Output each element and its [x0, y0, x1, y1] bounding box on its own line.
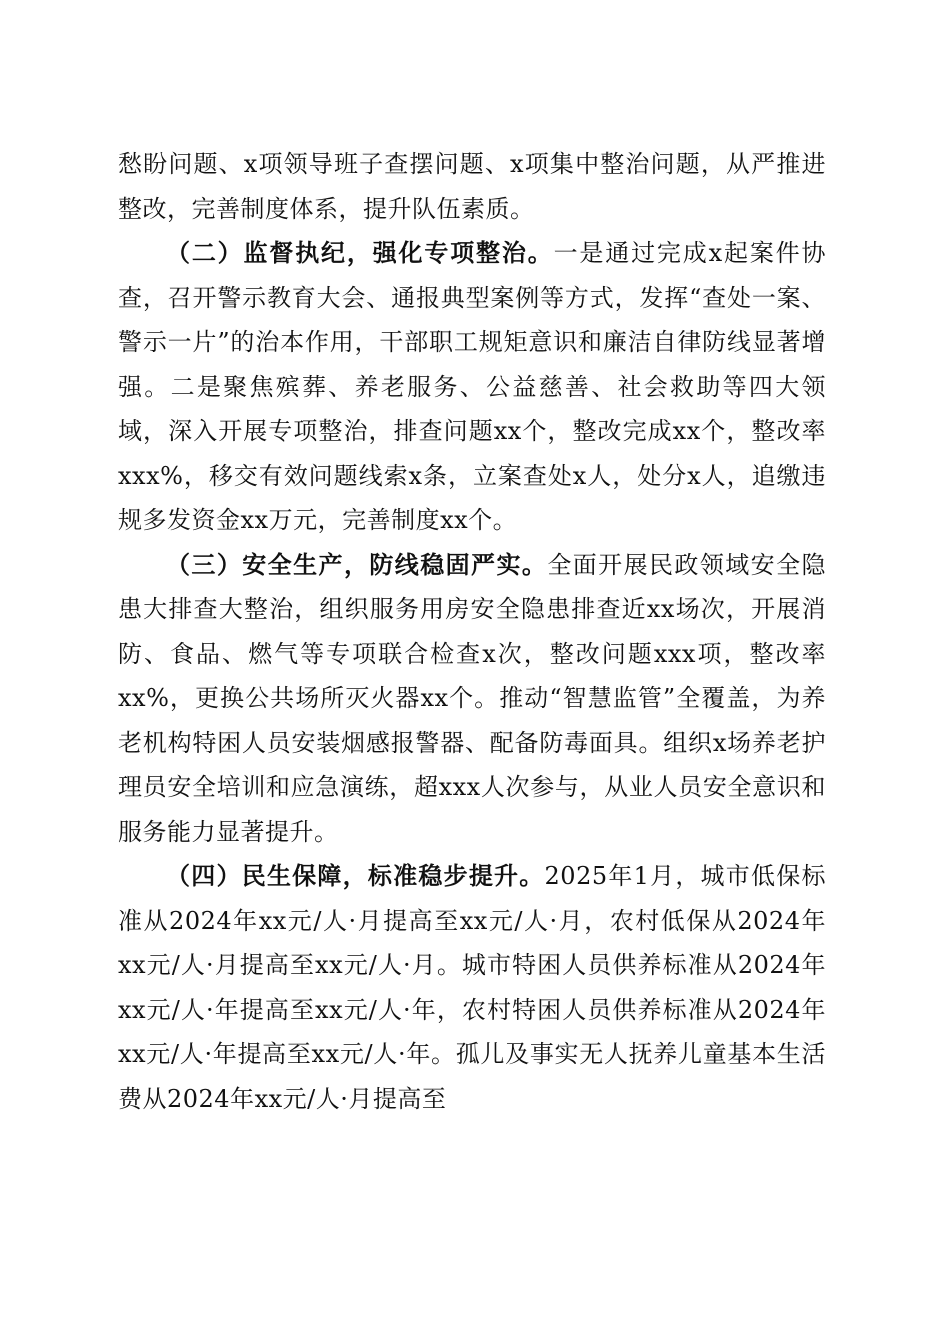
paragraph-text: 愁盼问题、x项领导班子查摆问题、x项集中整治问题，从严推进整改，完善制度体系，提升队伍素质。	[118, 150, 826, 223]
paragraph-livelihood	[118, 854, 826, 1121]
paragraph-text: 一是通过完成x起案件协查，召开警示教育大会、通报典型案例等方式，发挥“查处一案、警示一片”的治本作用，干部职工规矩意识和廉洁自律防线显著增强。二是聚焦殡葬、养老服务、公益慈善、社会救助等四大领域，深入开展专项整治，排查问题xx个，整改完成xx个，整改率xxx%，移交有效问题线索x条，立案查处x人，处分x人，追缴违规多发资金xx万元，完善制度xx个。	[118, 239, 826, 534]
paragraph-text: 全面开展民政领域安全隐患大排查大整治，组织服务用房安全隐患排查近xx场次，开展消防、食品、燃气等专项联合检查x次，整改问题xxx项，整改率xx%，更换公共场所灭火器xx个。推动“智慧监管”全覆盖，为养老机构特困人员安装烟感报警器、配备防毒面具。组织x场养老护理员安全培训和应急演练，超xxx人次参与，从业人员安全意识和服务能力显著提升。	[118, 550, 827, 846]
section-heading-3: （三）安全生产，防线稳固严实。	[166, 549, 548, 579]
paragraph-text: 2025年1月，城市低保标准从2024年xx元/人·月提高至xx元/人·月，农村低保从2024年xx元/人·月提高至xx元/人·月。城市特困人员供养标准从2024年xx元/人·年提高至xx元/人·年，农村特困人员供养标准从2024年xx元/人·年提高至xx元/人·年。孤儿及事实无人抚养儿童基本生活费从2024年xx元/人·月提高至	[118, 862, 826, 1113]
paragraph-safety	[118, 543, 826, 855]
paragraph-continued	[118, 142, 826, 231]
paragraph-supervision	[118, 231, 826, 543]
section-heading-2: （二）监督执纪，强化专项整治。	[166, 238, 554, 267]
section-heading-4: （四）民生保障，标准稳步提升。	[166, 861, 545, 890]
document-body	[118, 142, 826, 1121]
